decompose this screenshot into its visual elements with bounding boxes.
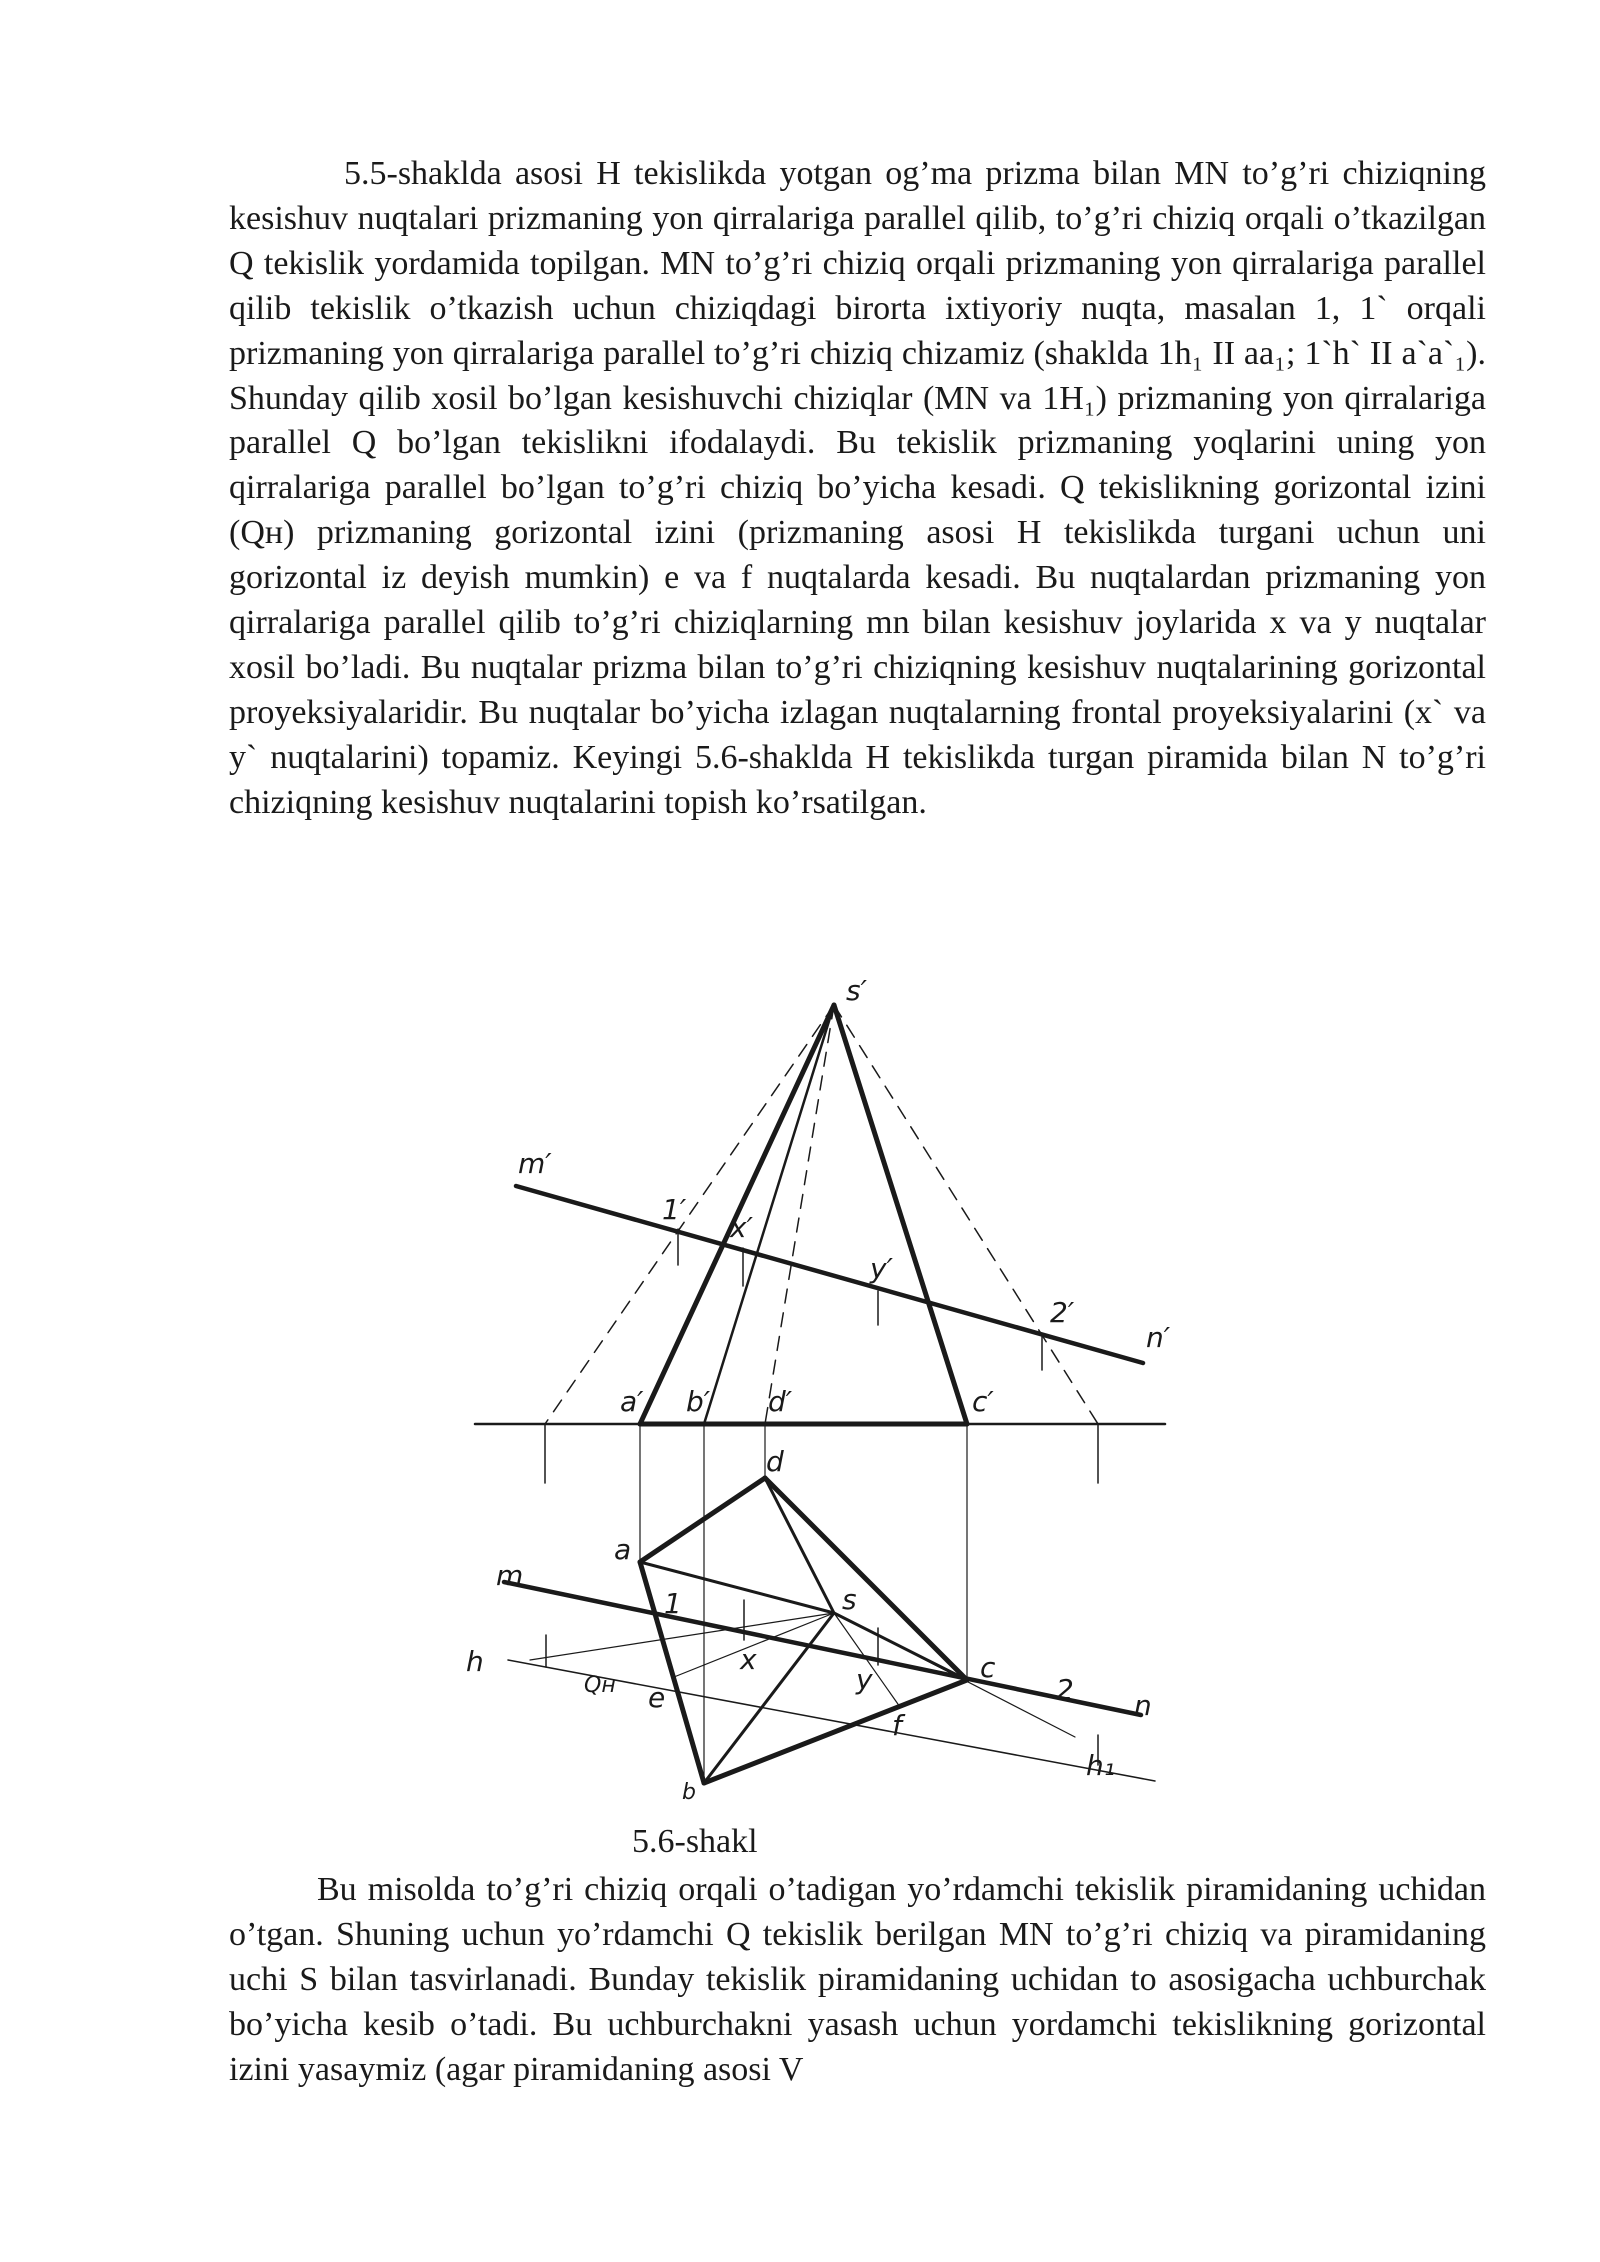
label-h: h — [466, 1645, 484, 1678]
label-h1: h₁ — [1086, 1749, 1115, 1782]
label-a: a — [614, 1533, 632, 1566]
label-b: b — [682, 1780, 696, 1800]
label-x-prime: x′ — [730, 1211, 753, 1244]
label-e: e — [648, 1681, 666, 1714]
label-f: f — [892, 1709, 902, 1742]
base-edge-d-c — [765, 1478, 967, 1680]
label-y: y — [856, 1663, 873, 1696]
label-a-prime: a′ — [620, 1385, 644, 1418]
pyramid-line-intersection-drawing — [460, 965, 1180, 1800]
aux-line-s-1-front — [545, 1005, 834, 1424]
label-s-prime: s′ — [846, 974, 867, 1007]
label-qh: Qн — [584, 1673, 616, 1698]
label-1: 1 — [664, 1587, 682, 1620]
label-x: x — [740, 1643, 757, 1676]
edge-d-s — [765, 1478, 834, 1613]
label-2: 2 — [1056, 1673, 1074, 1706]
label-y-prime: y′ — [870, 1252, 893, 1285]
body-paragraph-2: Bu misolda to’g’ri chiziq orqali o’tadigan yo’rdamchi tekislik piramidaning uchidan o’tgan. Shuning uchun yo’rdamchi Q tekislik berilgan MN to’g’ri chiziq va piramidaning uchi S bilan tasvirlanadi. Bunday tekislik piramidaning uchidan to asosigacha uchburchak bo’yicha kesib o’tadi. Bu uchburchakni yasash uchun yordamchi tekislikning gorizontal izini yasaymiz (agar piramidaning asosi V — [229, 1871, 1486, 2088]
figure-5-6 — [460, 965, 1180, 1800]
label-n: n — [1134, 1689, 1152, 1722]
label-d: d — [766, 1445, 784, 1478]
edge-s-c-front — [834, 1005, 967, 1424]
label-m: m — [496, 1559, 524, 1592]
line-mn-front — [516, 1186, 1143, 1363]
label-c-prime: c′ — [972, 1385, 994, 1418]
base-edge-a-d — [640, 1478, 765, 1562]
body-paragraph-1: 5.5-shaklda asosi H tekislikda yotgan og’ma prizma bilan MN to’g’ri chiziqning kesishuv nuqtalari prizmaning yon qirralariga parallel qilib, to’g’ri chiziq orqali o’tkazilgan Q tekislik yordamida topilgan. MN to’g’ri chiziq orqali prizmaning yon qirralariga parallel qilib tekislik o’tkazish uchun chiziqdagi birorta ixtiyoriy nuqta, masalan 1, 1` orqali prizmaning yon qirralariga parallel to’g’ri chiziq chizamiz (shaklda 1h₁ II aa₁; 1`h` II a`a`₁). Shunday qilib xosil bo’lgan kesishuvchi chiziqlar (MN va 1H₁) prizmaning yon qirralariga parallel Q bo’lgan tekislikni ifodalaydi. Bu tekislik prizmaning yoqlarini uning yon qirralariga parallel bo’lgan to’g’ri chiziq bo’yicha kesadi. Q tekislikning gorizontal izini (Qʜ) prizmaning gorizontal izini (prizmaning asosi H tekislikda turgani uchun uni gorizontal iz deyish mumkin) e va f nuqtalarda kesadi. Bu nuqtalardan prizmaning yon qirralariga parallel qilib to’g’ri chiziqlarning mn bilan kesishuv joylarida x va y nuqtalar xosil bo’ladi. Bu nuqtalar prizma bilan to’g’ri chiziqning kesishuv nuqtalarining gorizontal proyeksiyalaridir. Bu nuqtalar bo’yicha izlagan nuqtalarning frontal proyeksiyalarini (x` va y` nuqtalarini) topamiz. Keyingi 5.6-shaklda H tekislikda turgan piramida bilan N to’g’ri chiziqning kesishuv nuqtalarini topish ko’rsatilgan. — [229, 155, 1486, 821]
edge-s-d-front — [765, 1005, 834, 1424]
label-s: s — [842, 1583, 857, 1616]
label-c: c — [980, 1651, 996, 1684]
label-n-prime: n′ — [1146, 1321, 1171, 1354]
label-2-prime: 2′ — [1050, 1296, 1075, 1329]
aux-line-s-2-front — [834, 1005, 1098, 1424]
edge-s-b-front — [704, 1005, 834, 1424]
label-b-prime: b′ — [686, 1385, 711, 1418]
label-m-prime: m′ — [518, 1147, 552, 1180]
figure-caption: 5.6-shakl — [632, 1823, 758, 1860]
label-1-prime: 1′ — [662, 1193, 687, 1226]
label-d-prime: d′ — [768, 1385, 793, 1418]
